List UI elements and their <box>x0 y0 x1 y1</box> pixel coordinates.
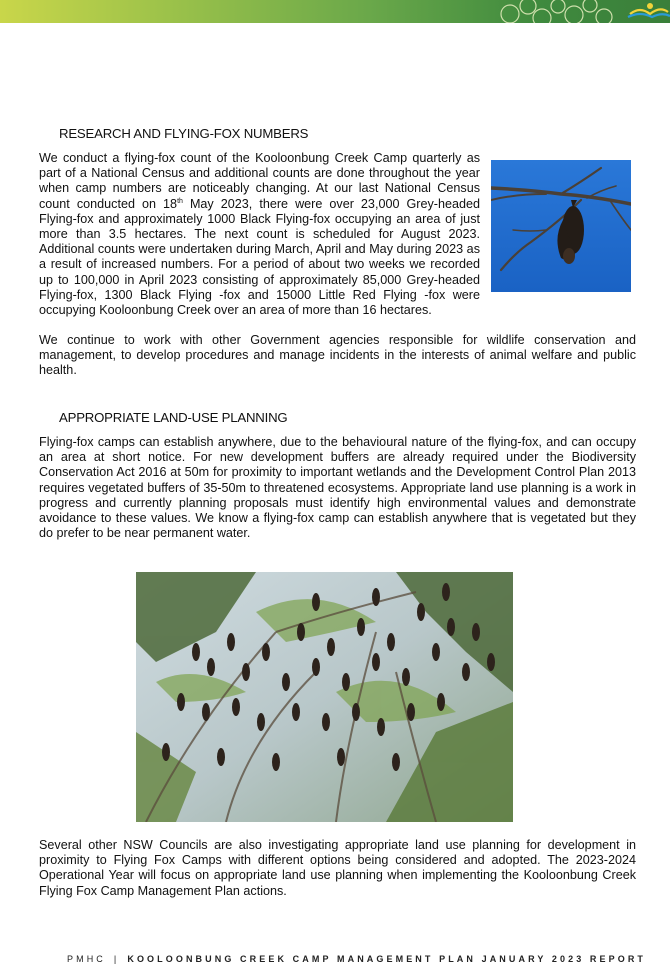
ordinal-suffix: th <box>177 197 183 205</box>
research-paragraph <box>39 151 480 318</box>
agencies-paragraph: We continue to work with other Government agencies responsible for wildlife conservation and management, to develop procedures and manage incidents in the interests of animal welfare and public health. <box>39 333 636 378</box>
research-text-end: May 2023, there were over 23,000 Grey-headed Flying-fox and approximately 1000 Black Flying-fox occupying an area of just more than 3.5 hectares. The next count is scheduled for August 2023. Additional counts were undertaken during March, April and May during 2023 as a result of increased numbers. For a period of about two weeks we recorded up to 100,000 in April 2023 consisting of approximately 85,000 Grey-headed Flying-fox, 1300 Black Flying -fox and 15000 Little Red Flying -fox were occupying Kooloonbung Creek over an area of more than 16 hectares. <box>39 196 480 318</box>
section-heading-research: RESEARCH AND FLYING-FOX NUMBERS <box>59 126 309 141</box>
flying-fox-camp-photo <box>136 572 513 822</box>
circle-pattern-icon <box>490 0 670 23</box>
page-footer <box>67 954 646 964</box>
research-text-start: We conduct a flying-fox count of the Kooloonbung Creek Camp quarterly as part of a National Census and additional counts are done throughout the year when camp numbers are noticeably changing. At our last National Census count conducted on 18 <box>39 151 480 211</box>
footer-title: KOOLOONBUNG CREEK CAMP MANAGEMENT PLAN JANUARY 2023 REPORT <box>127 954 647 964</box>
other-councils-paragraph: Several other NSW Councils are also investigating appropriate land use planning for development in proximity to Flying Fox Camps with different options being considered and adopted. The 2023-2024 Operational Year will focus on appropriate land use planning when implementing the Kooloonbung Creek Flying Fox Camp Management Plan actions. <box>39 838 636 898</box>
section-heading-land-use: APPROPRIATE LAND-USE PLANNING <box>59 410 288 425</box>
header-band <box>0 0 670 23</box>
footer-separator: | <box>113 954 120 964</box>
footer-org: PMHC <box>67 954 106 964</box>
logo-icon <box>628 3 670 17</box>
land-use-paragraph: Flying-fox camps can establish anywhere, due to the behavioural nature of the flying-fox, and can occupy an area at short notice. For new development buffers are already required under the Biodiversity Conservation Act 2016 at 50m for proximity to important wetlands and the Development Control Plan 2013 requires vegetated buffers of 35-50m to threatened ecosystems. Appropriate land use planning is a work in progress and currently planning proposals must identify high environmental values and demonstrate avoidance to these values. We know a flying-fox camp can establish anywhere that is vegetated but they do prefer to be near permanent water. <box>39 435 636 541</box>
hanging-flying-fox-photo <box>491 160 631 292</box>
